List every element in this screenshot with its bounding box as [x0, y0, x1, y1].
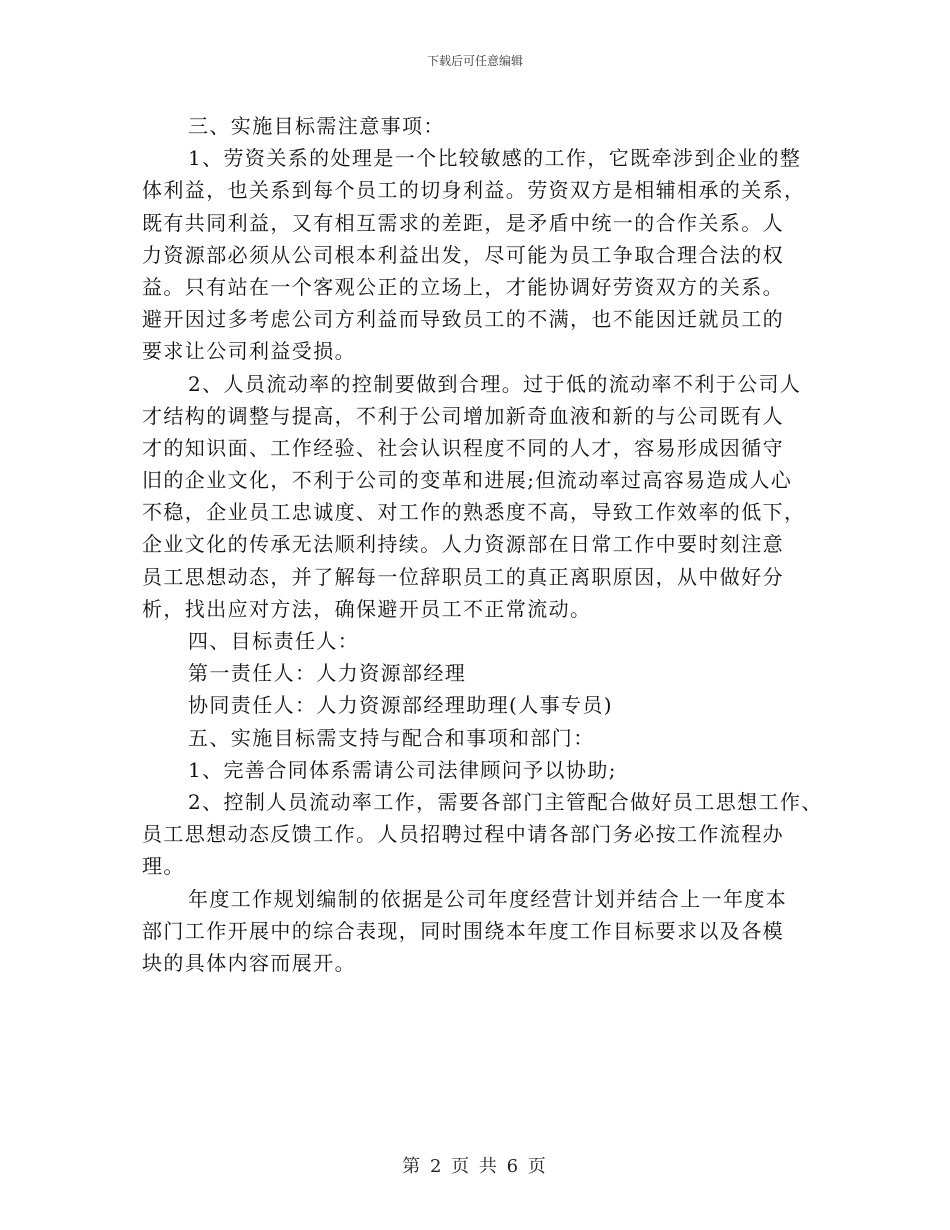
page-header-note: 下载后可任意编辑 — [426, 54, 523, 68]
text-line: 五、实施目标需支持与配合和事项和部门： — [188, 725, 595, 750]
text-line: 既有共同利益，又有相互需求的差距，是矛盾中统一的合作关系。人 — [142, 210, 784, 235]
text-line: 旧的企业文化，不利于公司的变革和进展;但流动率过高容易造成人心 — [142, 468, 793, 493]
text-line: 第一责任人：人力资源部经理 — [188, 661, 467, 686]
text-line: 不稳，企业员工忠诚度、对工作的熟悉度不高，导致工作效率的低下， — [142, 500, 806, 525]
text-line: 益。只有站在一个客观公正的立场上，才能协调好劳资双方的关系。 — [142, 274, 784, 299]
text-line: 析，找出应对方法，确保避开员工不正常流动。 — [142, 596, 592, 621]
text-line: 才结构的调整与提高，不利于公司增加新奇血液和新的与公司既有人 — [142, 403, 784, 428]
text-line: 理。 — [142, 854, 185, 879]
text-line: 块的具体内容而展开。 — [142, 950, 356, 975]
page-footer: 第 2 页 共 6 页 — [402, 1156, 548, 1177]
text-line: 员工思想动态反馈工作。人员招聘过程中请各部门务必按工作流程办 — [142, 822, 784, 847]
text-line: 1、劳资关系的处理是一个比较敏感的工作，它既牵涉到企业的整 — [188, 146, 802, 171]
text-line: 2、人员流动率的控制要做到合理。过于低的流动率不利于公司人 — [188, 371, 802, 396]
text-line: 部门工作开展中的综合表现，同时围绕本年度工作目标要求以及各模 — [142, 918, 784, 943]
text-line: 才的知识面、工作经验、社会认识程度不同的人才，容易形成因循守 — [142, 435, 784, 460]
document-body — [142, 110, 822, 979]
text-line: 三、实施目标需注意事项： — [188, 114, 445, 138]
text-line: 2、控制人员流动率工作，需要各部门主管配合做好员工思想工作、 — [188, 789, 823, 814]
text-line: 协同责任人：人力资源部经理助理(人事专员) — [188, 693, 614, 718]
text-line: 企业文化的传承无法顺利持续。人力资源部在日常工作中要时刻注意 — [142, 532, 784, 557]
text-line: 1、完善合同体系需请公司法律顾问予以协助; — [188, 757, 617, 782]
text-line: 要求让公司利益受损。 — [142, 339, 356, 364]
text-line: 年度工作规划编制的依据是公司年度经营计划并结合上一年度本 — [188, 886, 788, 911]
text-line: 力资源部必须从公司根本利益出发，尽可能为员工争取合理合法的权 — [142, 242, 784, 267]
text-line: 四、目标责任人： — [188, 629, 360, 653]
text-line: 员工思想动态，并了解每一位辞职员工的真正离职原因，从中做好分 — [142, 564, 784, 589]
text-line: 避开因过多考虑公司方利益而导致员工的不满，也不能因迁就员工的 — [142, 307, 784, 332]
text-line: 体利益，也关系到每个员工的切身利益。劳资双方是相辅相承的关系， — [142, 178, 806, 203]
